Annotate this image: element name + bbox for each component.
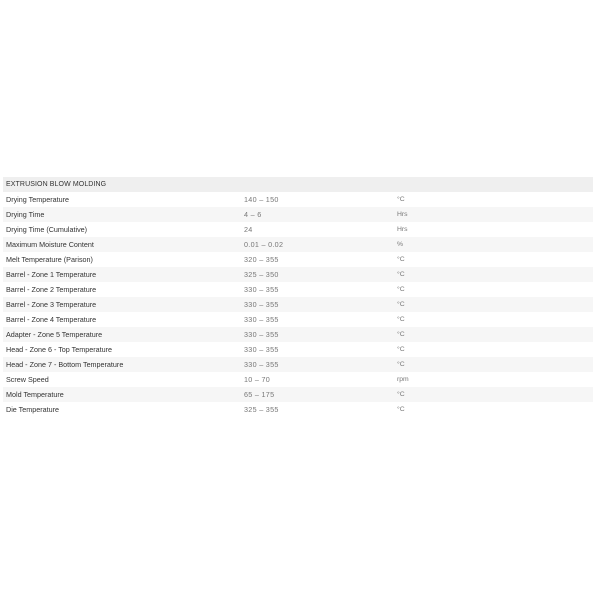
table-row bbox=[3, 207, 593, 222]
property-unit: °C bbox=[397, 406, 405, 413]
table-row bbox=[3, 402, 593, 417]
property-value: 330 – 355 bbox=[244, 315, 279, 324]
property-name: Barrel - Zone 4 Temperature bbox=[6, 315, 97, 324]
property-name: Adapter - Zone 5 Temperature bbox=[6, 330, 103, 339]
table-row bbox=[3, 387, 593, 402]
table-row bbox=[3, 282, 593, 297]
property-value: 330 – 355 bbox=[244, 300, 279, 309]
table-row bbox=[3, 222, 593, 237]
table-row bbox=[3, 342, 593, 357]
table-row bbox=[3, 237, 593, 252]
property-unit: °C bbox=[397, 196, 405, 203]
property-name: Head - Zone 7 - Bottom Temperature bbox=[6, 360, 124, 369]
property-value: 140 – 150 bbox=[244, 195, 279, 204]
property-name: Mold Temperature bbox=[6, 390, 64, 399]
property-name: Head - Zone 6 - Top Temperature bbox=[6, 345, 113, 354]
property-unit: °C bbox=[397, 361, 405, 368]
property-value: 330 – 355 bbox=[244, 345, 279, 354]
property-name: Barrel - Zone 3 Temperature bbox=[6, 300, 97, 309]
property-value: 330 – 355 bbox=[244, 360, 279, 369]
property-unit: °C bbox=[397, 301, 405, 308]
property-value: 320 – 355 bbox=[244, 255, 279, 264]
property-name: Maximum Moisture Content bbox=[6, 240, 94, 249]
property-unit: °C bbox=[397, 271, 405, 278]
property-unit: °C bbox=[397, 391, 405, 398]
property-name: Screw Speed bbox=[6, 375, 49, 384]
table-row bbox=[3, 372, 593, 387]
property-unit: °C bbox=[397, 331, 405, 338]
property-value: 330 – 355 bbox=[244, 330, 279, 339]
table-row bbox=[3, 252, 593, 267]
property-unit: °C bbox=[397, 286, 405, 293]
property-value: 24 bbox=[244, 225, 253, 234]
table-body bbox=[3, 192, 593, 417]
property-unit: rpm bbox=[397, 376, 409, 383]
property-value: 4 – 6 bbox=[244, 210, 262, 219]
property-value: 10 – 70 bbox=[244, 375, 271, 384]
table-row bbox=[3, 267, 593, 282]
property-value: 0.01 – 0.02 bbox=[244, 240, 284, 249]
table-row bbox=[3, 327, 593, 342]
property-unit: °C bbox=[397, 346, 405, 353]
table-row bbox=[3, 297, 593, 312]
property-unit: Hrs bbox=[397, 226, 408, 233]
processing-table bbox=[3, 177, 593, 417]
property-name: Barrel - Zone 1 Temperature bbox=[6, 270, 97, 279]
property-value: 330 – 355 bbox=[244, 285, 279, 294]
property-name: Melt Temperature (Parison) bbox=[6, 255, 93, 264]
table-section-header: EXTRUSION BLOW MOLDING bbox=[3, 177, 593, 192]
table-row bbox=[3, 312, 593, 327]
property-value: 325 – 355 bbox=[244, 405, 279, 414]
property-unit: Hrs bbox=[397, 211, 408, 218]
property-value: 65 – 175 bbox=[244, 390, 275, 399]
property-value: 325 – 350 bbox=[244, 270, 279, 279]
property-unit: °C bbox=[397, 316, 405, 323]
property-name: Drying Temperature bbox=[6, 195, 69, 204]
property-unit: °C bbox=[397, 256, 405, 263]
property-name: Barrel - Zone 2 Temperature bbox=[6, 285, 97, 294]
property-name: Drying Time (Cumulative) bbox=[6, 225, 88, 234]
table-row bbox=[3, 357, 593, 372]
property-name: Drying Time bbox=[6, 210, 45, 219]
property-name: Die Temperature bbox=[6, 405, 59, 414]
property-unit: % bbox=[397, 241, 404, 248]
table-row bbox=[3, 192, 593, 207]
